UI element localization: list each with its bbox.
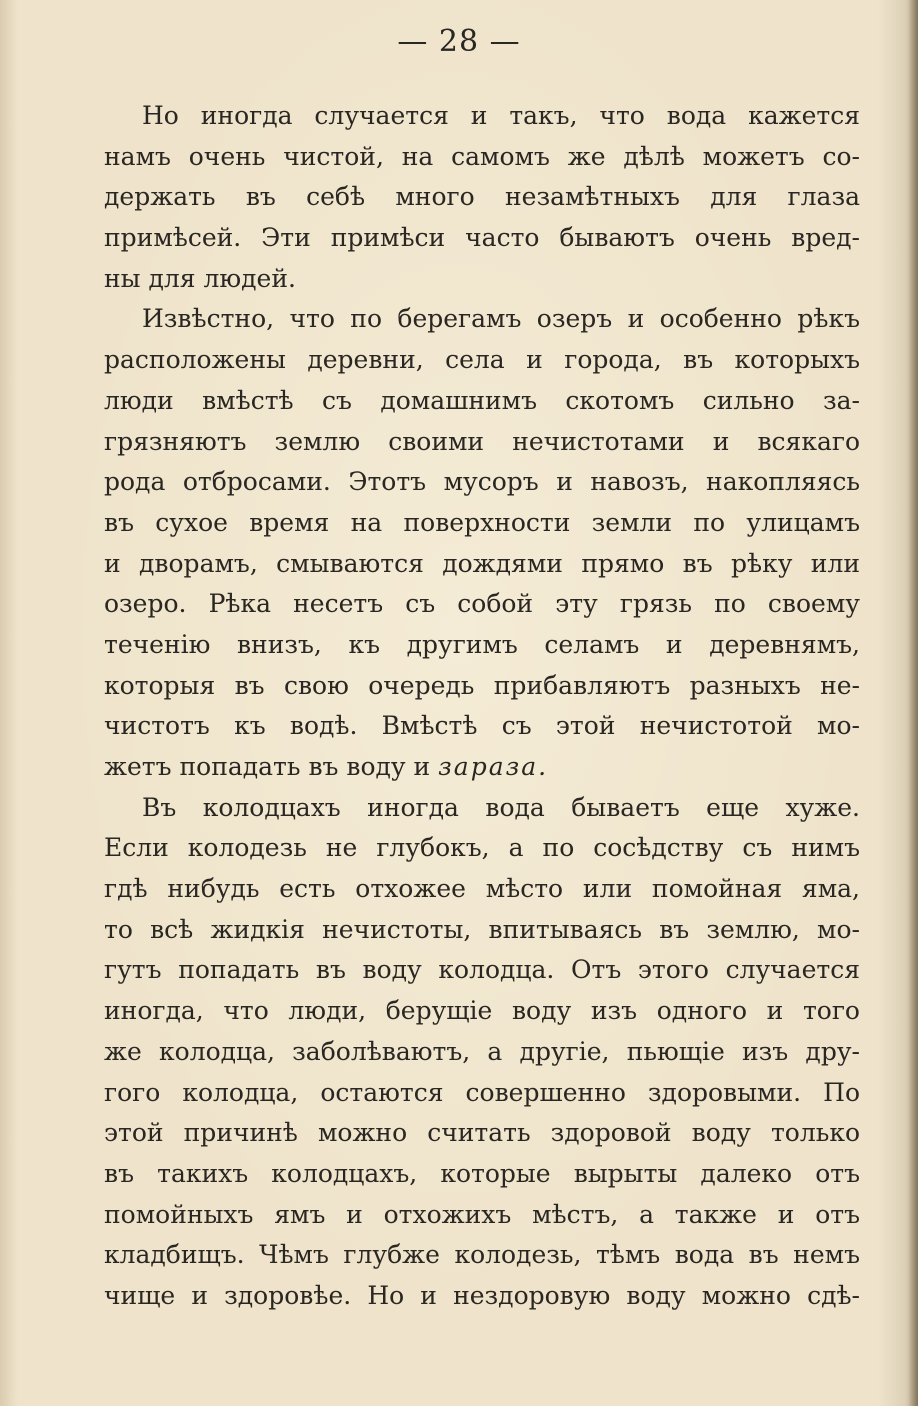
text-line: примѣсей. Эти примѣси часто бываютъ очень вред- [104, 223, 860, 253]
text-line: гдѣ нибудь есть отхожее мѣсто или помойная яма, [104, 874, 860, 904]
text-line: и дворамъ, смываются дождями прямо въ рѣку или [104, 548, 860, 578]
text-line: люди вмѣстѣ съ домашнимъ скотомъ сильно за- [104, 385, 860, 415]
text-line: гутъ попадать въ воду колодца. Отъ этого случается [104, 955, 860, 985]
page-number: — 28 — [397, 24, 521, 59]
text-line: гого колодца, остаются совершенно здоровыми. По [104, 1077, 860, 1107]
text-line: держать въ себѣ много незамѣтныхъ для глаза [104, 182, 860, 212]
page-edge-shadow [908, 0, 918, 1406]
text-line: Но иногда случается и такъ, что вода кажется [142, 101, 860, 130]
emphasized-word: зараза. [438, 752, 549, 781]
text-line: помойныхъ ямъ и отхожихъ мѣстъ, а также и отъ [104, 1199, 860, 1229]
text-line: же колодца, заболѣваютъ, а другіе, пьющіе изъ дру- [104, 1036, 860, 1066]
body-text [104, 96, 860, 1317]
text-line: озеро. Рѣка несетъ съ собой эту грязь по своему [104, 589, 860, 619]
text-line: въ такихъ колодцахъ, которые вырыты далеко отъ [104, 1158, 860, 1188]
text-line: теченію внизъ, къ другимъ селамъ и деревнямъ, [104, 629, 860, 659]
text-line: Извѣстно, что по берегамъ озеръ и особенно рѣкъ [142, 304, 860, 334]
text-line: Въ колодцахъ иногда вода бываетъ еще хуже. [142, 792, 860, 822]
text-line: кладбищъ. Чѣмъ глубже колодезь, тѣмъ вода въ немъ [104, 1240, 860, 1270]
text-line: иногда, что люди, берущіе воду изъ одного и того [104, 996, 860, 1026]
text-segment: жетъ попадать въ воду и [104, 752, 439, 781]
text-line: Если колодезь не глубокъ, а по сосѣдству съ нимъ [104, 833, 860, 863]
text-line: грязняютъ землю своими нечистотами и всякаго [104, 426, 860, 456]
text-line: то всѣ жидкія нечистоты, впитываясь въ землю, мо- [104, 914, 860, 944]
text-line: расположены деревни, села и города, въ которыхъ [104, 345, 860, 375]
text-line: ны для людей. [104, 263, 296, 293]
text-line: которыя въ свою очередь прибавляютъ разныхъ не- [104, 670, 860, 700]
text-line: чистотъ къ водѣ. Вмѣстѣ съ этой нечистотой мо- [104, 711, 860, 741]
text-line: въ сухое время на поверхности земли по улицамъ [104, 507, 860, 537]
text-line: намъ очень чистой, на самомъ же дѣлѣ можетъ со- [104, 141, 860, 171]
text-line: рода отбросами. Этотъ мусоръ и навозъ, накопляясь [104, 467, 860, 497]
text-line: этой причинѣ можно считать здоровой воду только [104, 1118, 860, 1148]
text-line: чище и здоровѣе. Но и нездоровую воду можно сдѣ- [104, 1280, 860, 1310]
text-line [104, 747, 860, 788]
